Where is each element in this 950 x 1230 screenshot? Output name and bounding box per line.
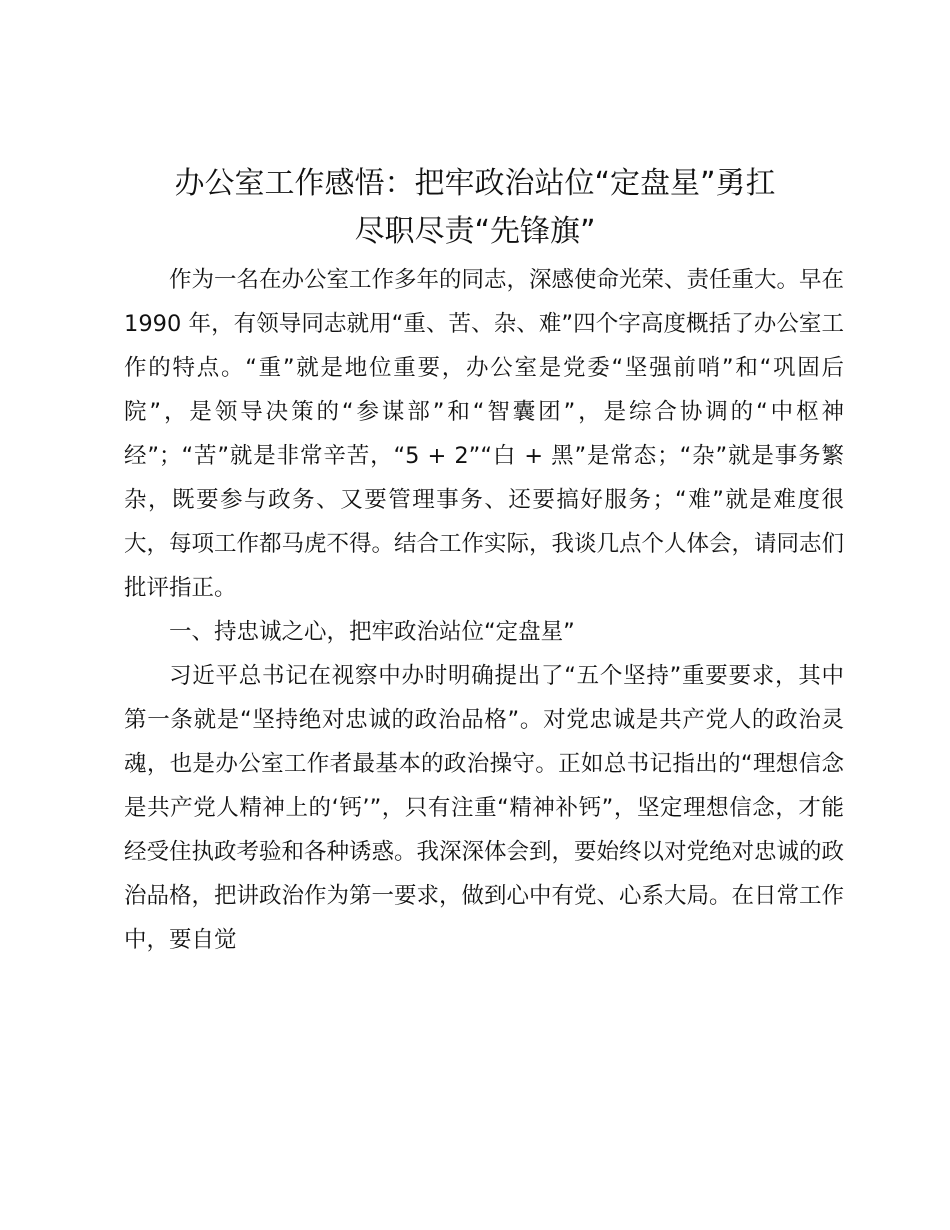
title-line-1: 办公室工作感悟：把牢政治站位“定盘星”勇扛	[174, 166, 776, 201]
section-paragraph: 习近平总书记在视察中办时明确提出了“五个坚持”重要要求，其中第一条就是“坚持绝对忠诚的政治品格”。对党忠诚是共产党人的政治灵魂，也是办公室工作者最基本的政治操守。正如总书记指出的“理想信念是共产党人精神上的‘钙’”，只有注重“精神补钙”，坚定理想信念，才能经受住执政考验和各种诱惑。我深深体会到，要始终以对党绝对忠诚的政治品格，把讲政治作为第一要求，做到心中有党、心系大局。在日常工作中，要自觉	[124, 663, 845, 953]
document-body	[124, 258, 844, 962]
intro-paragraph: 作为一名在办公室工作多年的同志，深感使命光荣、责任重大。早在 1990 年，有领导同志就用“重、苦、杂、难”四个字高度概括了办公室工作的特点。“重”就是地位重要，办公室是党委“坚强前哨”和“巩固后院”，是领导决策的“参谋部”和“智囊团”，是综合协调的“中枢神经”；“苦”就是非常辛苦，“5 + 2”“白 + 黑”是常态；“杂”就是事务繁杂，既要参与政务、又要管理事务、还要搞好服务；“难”就是难度很大，每项工作都马虎不得。结合工作实际，我谈几点个人体会，请同志们批评指正。	[124, 267, 845, 601]
title-line-2: 尽职尽责“先锋旗”	[354, 214, 596, 249]
section-heading: 一、持忠诚之心，把牢政治站位“定盘星”	[169, 619, 575, 645]
document-title	[120, 160, 830, 256]
